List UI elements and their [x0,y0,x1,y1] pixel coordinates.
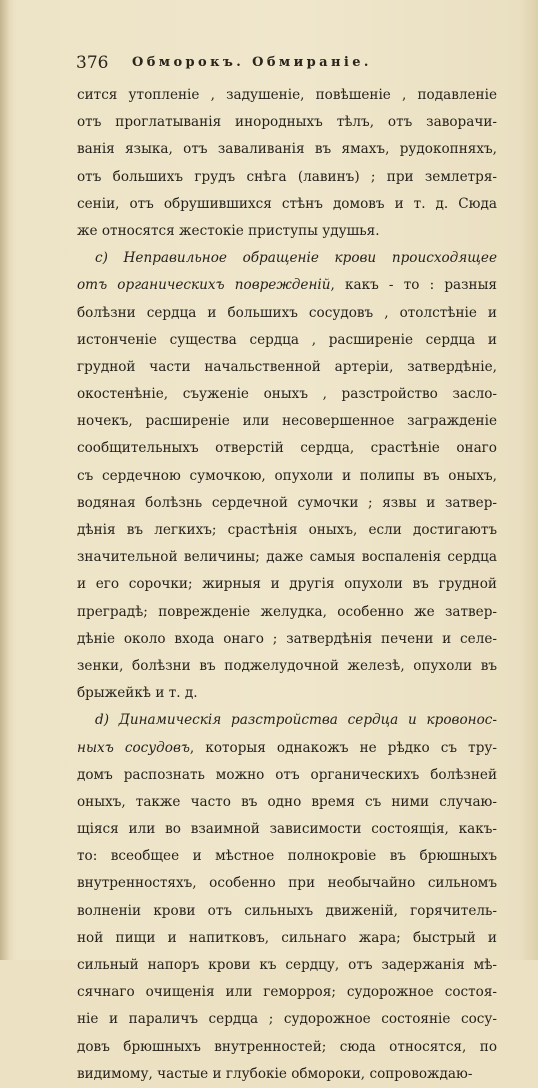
page-number: 376 [76,53,109,73]
text-line [77,218,497,245]
line-text: домъ распознать можно отъ органическихъ болѣзней [77,766,497,783]
text-line [77,408,497,435]
line-text: окостенѣнiе, съуженiе оныхъ , разстройство засло- [77,386,497,403]
text-line [77,272,497,299]
text-line [77,435,497,462]
line-text: оныхъ, также часто въ одно время съ ними случаю- [77,793,497,810]
text-line [77,354,497,381]
line-text: сенiи, отъ обрушившихся стѣнъ домовъ и т. д. Сюда [77,195,497,212]
line-text: , которыя однакожъ не рѣдко съ тру- [189,739,497,756]
text-line [77,925,497,952]
line-text: ванiя языка, отъ заваливанiя въ ямахъ, рудокопняхъ, [77,141,497,158]
text-line [77,599,497,626]
text-line [77,979,497,1006]
spine-shadow [0,0,10,960]
text-line [77,1061,497,1088]
text-line [77,843,497,870]
text-line [77,707,497,734]
line-text: довъ брюшныхъ внутренностей; сюда относятся, по [77,1038,497,1055]
italic-span: d) Динамическiя разстройства сердца и кровонос- [95,712,497,729]
text-line [77,544,497,571]
line-text: нiе и параличъ сердца ; судорожное состоянiе сосу- [77,1011,497,1028]
body-text [77,82,497,1088]
text-line [77,136,497,163]
page-header [76,53,496,77]
line-text: сообщительныхъ отверстiй сердца, срастѣнiе онаго [77,440,497,457]
text-line [77,517,497,544]
text-line [77,300,497,327]
line-text: отъ проглатыванiя инородныхъ тѣлъ, отъ заворачи- [77,114,497,131]
text-line [77,245,497,272]
text-line [77,735,497,762]
text-line [77,626,497,653]
text-line [77,571,497,598]
italic-span: ныхъ сосудовъ [77,739,190,756]
line-text: сильный напоръ крови къ сердцу, отъ задержанiя мѣ- [77,957,497,973]
text-line [77,870,497,897]
line-text: отъ большихъ грудъ снѣга (лавинъ) ; при землетря- [77,168,497,185]
text-line [77,680,497,707]
line-text: и его сорочки; жирныя и другiя опухоли въ грудной [77,576,497,593]
line-text: брыжейкѣ и т. д. [77,685,198,702]
line-text: ной пищи и напитковъ, сильнаго жара; быстрый и [77,929,497,946]
italic-span: c) Неправильное обращенiе крови происходящее [95,250,497,267]
text-line [77,109,497,136]
text-line [77,191,497,218]
line-text: грудной части начальственной артерiи, затвердѣнiе, [77,358,497,375]
line-text: сячнаго очищенiя или геморроя; судорожное состоя- [77,984,497,1001]
line-text: преградѣ; поврежденiе желудка, особенно же затвер- [77,603,497,620]
text-line [77,898,497,925]
line-text: видимому, частые и глубокiе обмороки, сопровождаю- [77,1065,473,1082]
text-line [77,463,497,490]
running-head: Обморокъ. Обмиранiе. [132,55,372,70]
line-text: сится утопленiе , задушенiе, повѣшенiе , подавленiе [77,87,497,103]
line-text: же относятся жестокiе приступы удушья. [77,222,380,239]
line-text: болѣзни сердца и большихъ сосудовъ , отолстѣнiе и [77,304,497,321]
text-line [77,952,497,979]
line-text: то: всеобщее и мѣстное полнокровiе въ брюшныхъ [77,848,497,865]
line-text: дѣнiе около входа онаго ; затвердѣнiя печени и селе- [77,630,497,647]
text-line [77,164,497,191]
italic-span: отъ органическихъ поврежденiй [77,277,331,294]
line-text: истонченiе существа сердца , расширенiе сердца и [77,331,497,348]
text-line [77,490,497,517]
line-text: дѣнiя въ легкихъ; срастѣнiя оныхъ, если достигаютъ [77,522,497,538]
line-text: водяная болѣзнь сердечной сумочки ; язвы и затвер- [77,494,497,511]
line-text: щiяся или во взаимной зависимости состоящiя, какъ- [77,821,497,838]
text-line [77,653,497,680]
line-text: зенки, болѣзни въ поджелудочной железѣ, опухоли въ [77,657,497,674]
text-line [77,789,497,816]
line-text: съ сердечною сумочкою, опухоли и полипы въ оныхъ, [77,467,497,484]
text-line [77,82,497,109]
line-text: , какъ - то : разныя [330,277,497,294]
line-text: внутренностяхъ, особенно при необычайно сильномъ [77,875,497,892]
text-line [77,762,497,789]
text-line [77,381,497,408]
text-line [77,327,497,354]
line-text: ночекъ, расширенiе или несовершенное загражденiе [77,413,497,430]
text-line [77,1034,497,1061]
line-text: волненiи крови отъ сильныхъ движенiй, горячитель- [77,902,497,919]
text-line [77,816,497,843]
text-line [77,1006,497,1033]
line-text: значительной величины; даже самыя воспаленiя сердца [77,549,497,566]
